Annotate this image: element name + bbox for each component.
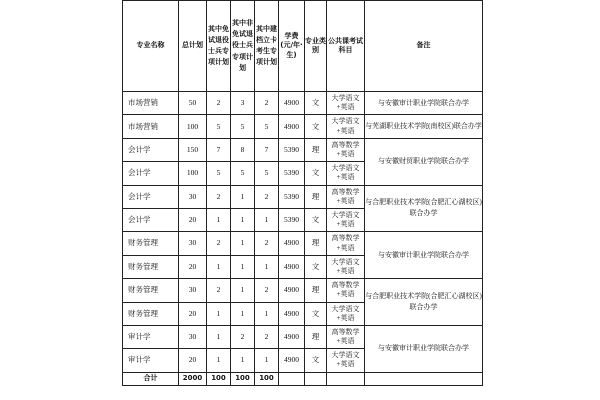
cell-nonexempt: 1 bbox=[231, 279, 255, 302]
enrollment-plan-table bbox=[122, 0, 483, 386]
cell-card: 2 bbox=[255, 232, 279, 255]
cell-total: 30 bbox=[179, 325, 207, 348]
cell-major: 财务管理 bbox=[123, 279, 179, 302]
cell-remark: 与合肥职业技术学院(合肥汇心湖校区)联合办学 bbox=[365, 185, 483, 232]
cell-subjects: 高等数学+英语 bbox=[327, 232, 365, 255]
cell-card: 7 bbox=[255, 138, 279, 161]
cell-total: 30 bbox=[179, 279, 207, 302]
cell-tuition: 4900 bbox=[279, 302, 305, 325]
cell-exempt: 1 bbox=[207, 349, 231, 372]
totals-empty bbox=[305, 372, 327, 385]
cell-tuition: 5390 bbox=[279, 138, 305, 161]
cell-category: 理 bbox=[305, 185, 327, 208]
cell-total: 100 bbox=[179, 162, 207, 185]
header-non-exempt-soldier: 其中非免试退役士兵专项计划 bbox=[231, 1, 255, 92]
cell-total: 20 bbox=[179, 208, 207, 231]
cell-exempt: 2 bbox=[207, 185, 231, 208]
cell-major: 市场营销 bbox=[123, 92, 179, 115]
cell-exempt: 1 bbox=[207, 302, 231, 325]
table-row bbox=[123, 279, 483, 302]
cell-nonexempt: 8 bbox=[231, 138, 255, 161]
totals-empty bbox=[365, 372, 483, 385]
cell-subjects: 高等数学+英语 bbox=[327, 325, 365, 348]
cell-major: 财务管理 bbox=[123, 302, 179, 325]
cell-nonexempt: 1 bbox=[231, 208, 255, 231]
header-tuition: 学费(元/年·生) bbox=[279, 1, 305, 92]
cell-subjects: 大学语文+英语 bbox=[327, 208, 365, 231]
table-row bbox=[123, 138, 483, 161]
cell-total: 20 bbox=[179, 349, 207, 372]
cell-exempt: 1 bbox=[207, 325, 231, 348]
cell-tuition: 4900 bbox=[279, 115, 305, 138]
header-card-student: 其中建档立卡考生专项计划 bbox=[255, 1, 279, 92]
cell-subjects: 高等数学+英语 bbox=[327, 185, 365, 208]
cell-category: 理 bbox=[305, 138, 327, 161]
cell-category: 理 bbox=[305, 279, 327, 302]
cell-category: 理 bbox=[305, 325, 327, 348]
cell-nonexempt: 1 bbox=[231, 185, 255, 208]
header-exam-subjects: 公共课考试科目 bbox=[327, 1, 365, 92]
cell-card: 1 bbox=[255, 302, 279, 325]
cell-tuition: 4900 bbox=[279, 92, 305, 115]
cell-nonexempt: 1 bbox=[231, 349, 255, 372]
cell-remark: 与安徽审计职业学院联合办学 bbox=[365, 232, 483, 279]
cell-major: 会计学 bbox=[123, 162, 179, 185]
cell-nonexempt: 2 bbox=[231, 325, 255, 348]
cell-exempt: 2 bbox=[207, 232, 231, 255]
cell-tuition: 5390 bbox=[279, 162, 305, 185]
cell-card: 5 bbox=[255, 115, 279, 138]
header-total: 总计划 bbox=[179, 1, 207, 92]
cell-nonexempt: 3 bbox=[231, 92, 255, 115]
cell-exempt: 7 bbox=[207, 138, 231, 161]
cell-total: 30 bbox=[179, 185, 207, 208]
table-row bbox=[123, 232, 483, 255]
cell-subjects: 大学语文+英语 bbox=[327, 115, 365, 138]
header-exempt-soldier: 其中免试退役士兵专项计划 bbox=[207, 1, 231, 92]
cell-card: 1 bbox=[255, 208, 279, 231]
cell-tuition: 4900 bbox=[279, 325, 305, 348]
cell-subjects: 大学语文+英语 bbox=[327, 302, 365, 325]
totals-label: 合计 bbox=[123, 372, 179, 385]
table-row bbox=[123, 325, 483, 348]
cell-subjects: 高等数学+英语 bbox=[327, 279, 365, 302]
table-row bbox=[123, 115, 483, 138]
cell-exempt: 5 bbox=[207, 162, 231, 185]
totals-nonexempt: 100 bbox=[231, 372, 255, 385]
cell-subjects: 高等数学+英语 bbox=[327, 138, 365, 161]
cell-subjects: 大学语文+英语 bbox=[327, 349, 365, 372]
cell-remark: 与芜湖职业技术学院(南校区)联合办学 bbox=[365, 115, 483, 138]
cell-exempt: 5 bbox=[207, 115, 231, 138]
cell-subjects: 大学语文+英语 bbox=[327, 162, 365, 185]
cell-exempt: 2 bbox=[207, 92, 231, 115]
cell-total: 100 bbox=[179, 115, 207, 138]
cell-nonexempt: 1 bbox=[231, 302, 255, 325]
header-remarks: 备注 bbox=[365, 1, 483, 92]
cell-tuition: 4900 bbox=[279, 255, 305, 278]
header-row bbox=[123, 1, 483, 92]
cell-subjects: 大学语文+英语 bbox=[327, 255, 365, 278]
cell-major: 财务管理 bbox=[123, 255, 179, 278]
cell-major: 会计学 bbox=[123, 185, 179, 208]
cell-major: 财务管理 bbox=[123, 232, 179, 255]
cell-category: 文 bbox=[305, 208, 327, 231]
cell-major: 审计学 bbox=[123, 325, 179, 348]
cell-major: 会计学 bbox=[123, 208, 179, 231]
header-major: 专业名称 bbox=[123, 1, 179, 92]
cell-nonexempt: 5 bbox=[231, 162, 255, 185]
totals-total: 2000 bbox=[179, 372, 207, 385]
cell-exempt: 1 bbox=[207, 255, 231, 278]
cell-remark: 与安徽财贸职业学院联合办学 bbox=[365, 138, 483, 185]
cell-exempt: 2 bbox=[207, 279, 231, 302]
cell-major: 审计学 bbox=[123, 349, 179, 372]
cell-tuition: 4900 bbox=[279, 349, 305, 372]
cell-major: 市场营销 bbox=[123, 115, 179, 138]
cell-card: 1 bbox=[255, 255, 279, 278]
cell-major: 会计学 bbox=[123, 138, 179, 161]
cell-tuition: 4900 bbox=[279, 232, 305, 255]
cell-subjects: 大学语文+英语 bbox=[327, 92, 365, 115]
cell-category: 文 bbox=[305, 349, 327, 372]
header-category: 专业类别 bbox=[305, 1, 327, 92]
cell-card: 1 bbox=[255, 349, 279, 372]
cell-total: 50 bbox=[179, 92, 207, 115]
table-row bbox=[123, 185, 483, 208]
cell-category: 文 bbox=[305, 302, 327, 325]
cell-category: 文 bbox=[305, 162, 327, 185]
cell-total: 20 bbox=[179, 302, 207, 325]
cell-remark: 与合肥职业技术学院(合肥汇心湖校区)联合办学 bbox=[365, 279, 483, 326]
cell-card: 5 bbox=[255, 162, 279, 185]
totals-empty bbox=[327, 372, 365, 385]
totals-exempt: 100 bbox=[207, 372, 231, 385]
cell-nonexempt: 1 bbox=[231, 232, 255, 255]
cell-card: 2 bbox=[255, 279, 279, 302]
totals-empty bbox=[279, 372, 305, 385]
cell-category: 文 bbox=[305, 115, 327, 138]
cell-total: 150 bbox=[179, 138, 207, 161]
cell-remark: 与安徽审计职业学院联合办学 bbox=[365, 325, 483, 372]
cell-tuition: 5390 bbox=[279, 185, 305, 208]
cell-remark: 与安徽审计职业学院联合办学 bbox=[365, 92, 483, 115]
cell-category: 文 bbox=[305, 92, 327, 115]
cell-total: 20 bbox=[179, 255, 207, 278]
totals-row bbox=[123, 372, 483, 385]
cell-tuition: 5390 bbox=[279, 208, 305, 231]
cell-total: 30 bbox=[179, 232, 207, 255]
cell-category: 文 bbox=[305, 255, 327, 278]
cell-exempt: 1 bbox=[207, 208, 231, 231]
cell-nonexempt: 5 bbox=[231, 115, 255, 138]
cell-nonexempt: 1 bbox=[231, 255, 255, 278]
cell-tuition: 4900 bbox=[279, 279, 305, 302]
totals-card: 100 bbox=[255, 372, 279, 385]
table-row bbox=[123, 92, 483, 115]
cell-card: 2 bbox=[255, 185, 279, 208]
cell-card: 2 bbox=[255, 92, 279, 115]
cell-category: 理 bbox=[305, 232, 327, 255]
cell-card: 2 bbox=[255, 325, 279, 348]
